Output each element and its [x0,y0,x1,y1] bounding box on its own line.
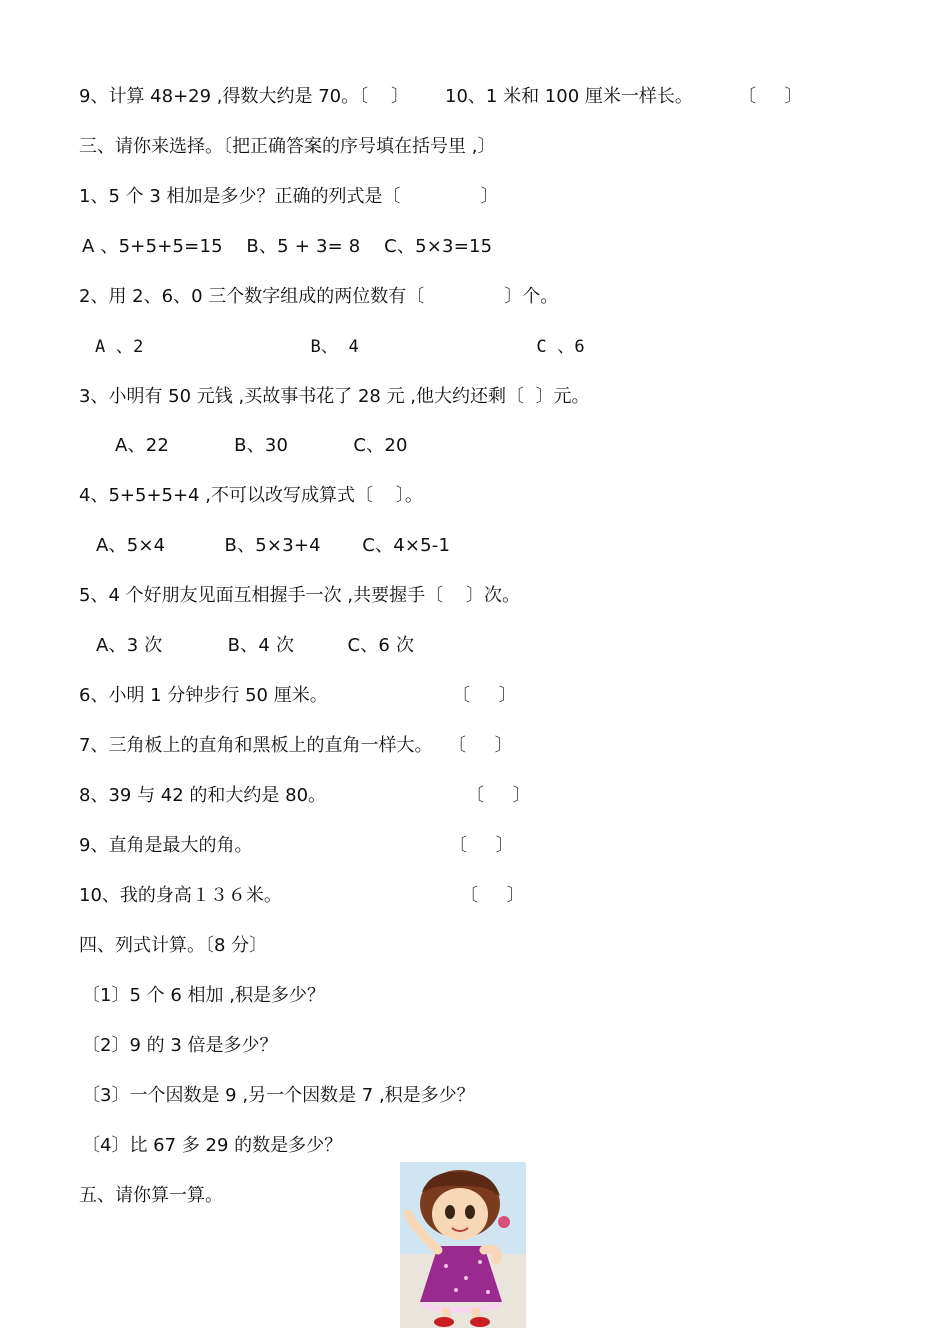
judge-item-7-blank[interactable]: 〔 〕 [448,735,513,756]
choice-question-5: 5、4 个好朋友见面互相握手一次 ,共要握手〔 〕次。 [79,585,520,606]
judge-item-10b-blank[interactable]: 〔 〕 [460,885,525,906]
choice-question-1-options: A 、5+5+5=15 B、5 + 3= 8 C、5×3=15 [82,236,493,257]
cartoon-girl-illustration [400,1162,526,1328]
choice-question-4: 4、5+5+5+4 ,不可以改写成算式〔 〕。 [79,485,423,506]
calc-question-2: 〔2〕9 的 3 倍是多少？ [82,1035,278,1056]
choice-question-3-options: A、22 B、30 C、20 [115,435,408,456]
section-5-heading: 五、请你算一算。 [79,1185,223,1206]
judge-item-10b: 10、我的身高１３６米。 [79,885,282,906]
judge-item-9b-blank[interactable]: 〔 〕 [449,835,514,856]
calc-question-4: 〔4〕比 67 多 29 的数是多少？ [82,1135,343,1156]
section-3-heading: 三、请你来选择。〔把正确答案的序号填在括号里 ,〕 [79,136,496,157]
choice-question-4-options: A、5×4 B、5×3+4 C、4×5-1 [96,535,451,556]
judge-item-10: 10、1 米和 100 厘米一样长。 [445,86,693,107]
judge-item-9b: 9、直角是最大的角。 [79,835,253,856]
judge-item-7: 7、三角板上的直角和黑板上的直角一样大。 [79,735,433,756]
judge-item-8: 8、39 与 42 的和大约是 80。 [79,785,327,806]
judge-item-8-blank[interactable]: 〔 〕 [466,785,531,806]
choice-question-3: 3、小明有 50 元钱 ,买故事书花了 28 元 ,他大约还剩〔 〕元。 [79,386,590,407]
calc-question-3: 〔3〕一个因数是 9 ,另一个因数是 7 ,积是多少？ [82,1085,475,1106]
choice-question-1: 1、5 个 3 相加是多少？正确的列式是〔 〕 [79,186,499,207]
judge-item-9: 9、计算 48+29 ,得数大约是 70。〔 〕 [79,86,410,107]
choice-question-5-options: A、3 次 B、4 次 C、6 次 [96,635,415,656]
choice-question-2: 2、用 2、6、0 三个数字组成的两位数有〔 〕个。 [79,286,559,307]
section-4-heading: 四、列式计算。〔8 分〕 [79,935,268,956]
calc-question-1: 〔1〕5 个 6 相加 ,积是多少？ [82,985,325,1006]
judge-item-6-blank[interactable]: 〔 〕 [452,685,517,706]
judge-item-10-blank[interactable]: 〔 〕 [738,86,803,107]
judge-item-6: 6、小明 1 分钟步行 50 厘米。 [79,685,328,706]
choice-question-2-options: A 、2 B、 4 C 、6 [95,337,585,357]
